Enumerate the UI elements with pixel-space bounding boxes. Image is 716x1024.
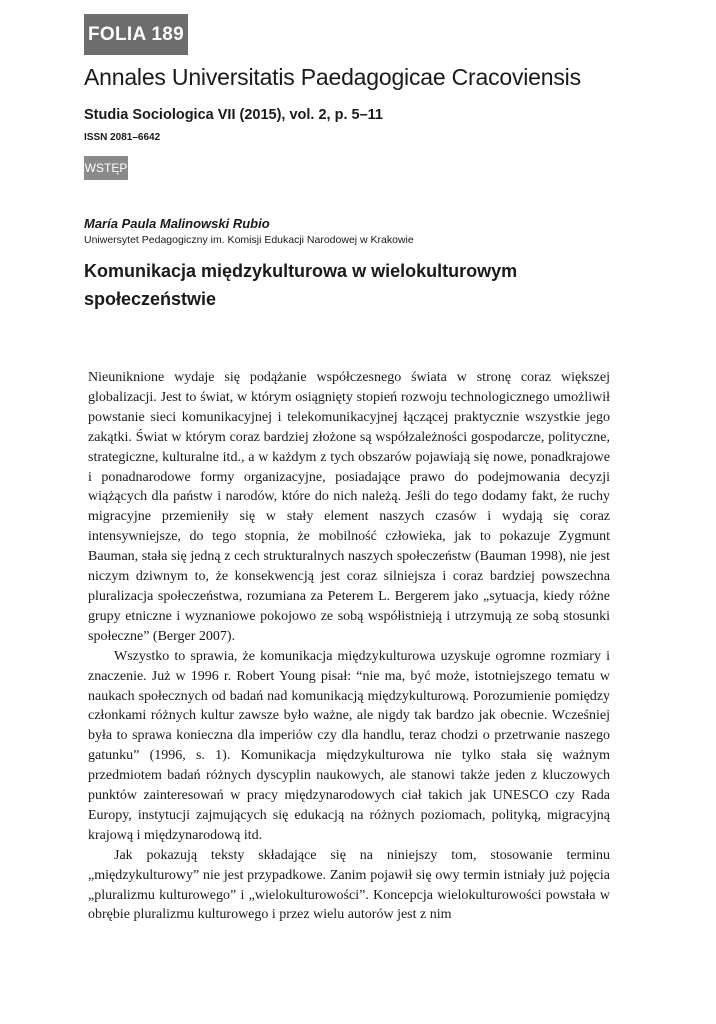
series-volume-pages: Studia Sociologica VII (2015), vol. 2, p. 5–11 [84, 107, 383, 123]
article-body [88, 368, 610, 925]
section-badge: WSTĘP [84, 156, 128, 180]
author-affiliation: Uniwersytet Pedagogiczny im. Komisji Edukacji Narodowej w Krakowie [84, 234, 414, 246]
issn-number: ISSN 2081–6642 [84, 132, 161, 143]
article-title: Komunikacja międzykulturowa w wielokulturowym społeczeństwie [84, 261, 518, 309]
body-paragraph: Wszystko to sprawia, że komunikacja międzykulturowa uzyskuje ogromne rozmiary i znaczenie. Już w 1996 r. Robert Young pisał: “nie ma, być może, istotniejszego tematu w naukach społecznych od badań nad komunikacją międzykulturową. Porozumienie pomiędzy członkami różnych kultur zawsze było ważne, ale nigdy tak bardzo jak obecnie. Wcześniej była to sprawa konieczna dla imperiów czy dla handlu, teraz chodzi o przetrwanie naszego gatunku” (1996, s. 1). Komunikacja międzykulturowa nie tylko stała się ważnym przedmiotem badań różnych dyscyplin naukowych, ale stanowi także jeden z kluczowych punktów zainteresowań w pracy międzynarodowych ciał takich jak UNESCO czy Rada Europy, instytucji zajmujących się edukacją na różnych poziomach, polityką, migracyjną krajową i międzynarodową itd. [88, 648, 610, 843]
author-name: María Paula Malinowski Rubio [84, 216, 270, 231]
body-paragraph: Nieuniknione wydaje się podążanie współczesnego świata w stronę coraz większej globalizacji. Jest to świat, w którym osiągnięty stopień rozwoju technologicznego umożliwił powstanie sieci komunikacyjnej i telekomunikacyjnej łączącej praktycznie wszystkie jego zakątki. Świat w którym coraz bardziej złożone są współzależności gospodarcze, polityczne, strategiczne, kulturalne itd., a w każdym z tych obszarów pojawiają się nowe, ponadkrajowe i ponadnarodowe formy organizacyjne, posiadające prawo do podejmowania decyzji wiążących dla państw i narodów, które do nich należą. Jeśli do tego dodamy fakt, że ruchy migracyjne przemieniły się w stały element naszych czasów i wydają się coraz intensywniejsze, do tego stopnia, że mobilność człowieka, jak to pokazuje Zygmunt Bauman, stała się jedną z cech strukturalnych naszych społeczeństw (Bauman 1998), nie jest niczym dziwnym to, że konsekwencją jest coraz silniejsza i coraz bardziej powszechna pluralizacja społeczeństwa, rozumiana za Peterem L. Bergerem jako „sytuacja, kiedy różne grupy etniczne i wyznaniowe pokojowo ze sobą współistnieją i utrzymują ze sobą stosunki społeczne” (Berger 2007). [88, 370, 610, 644]
body-paragraph: Jak pokazują teksty składające się na niniejszy tom, stosowanie terminu „międzykulturowy” nie jest przypadkowe. Zanim pojawił się owy termin istniały już pojęcia „pluralizmu kulturowego” i „wielokulturowości”. Koncepcja wielokulturowości powstała w obrębie pluralizmu kulturowego i przez wielu autorów jest z nim [88, 847, 610, 923]
journal-title: Annales Universitatis Paedagogicae Cracoviensis [84, 64, 581, 90]
folia-badge: FOLIA 189 [84, 14, 188, 55]
